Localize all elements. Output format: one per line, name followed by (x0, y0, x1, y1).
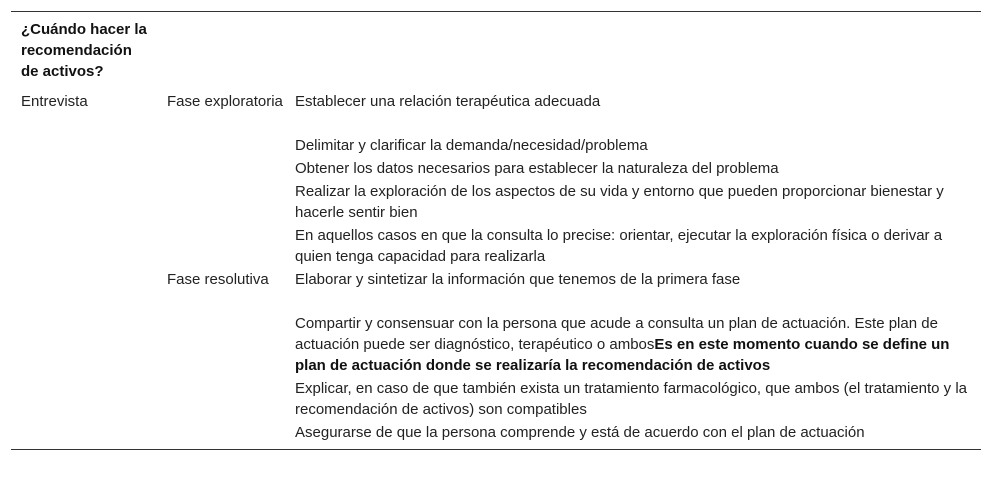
spacer (295, 292, 975, 313)
activos-table-wrapper (11, 11, 981, 450)
action-item-emphasis: Es en este momento cuando se define un plan de actuación donde se realizaría la recomendación de activos (295, 336, 950, 374)
activos-table (11, 12, 981, 449)
stage-cell: Entrevista (21, 93, 88, 110)
action-item: Elaborar y sintetizar la información que tenemos de la primera fase (295, 271, 741, 288)
table-header-empty-3 (285, 12, 981, 91)
table-header-empty-2 (157, 12, 285, 91)
action-item: Delimitar y clarificar la demanda/necesidad/problema (295, 137, 648, 154)
actions-cell-exploratoria (285, 91, 981, 269)
action-item: Asegurarse de que la persona comprende y está de acuerdo con el plan de actuación (295, 424, 865, 441)
action-item-with-emphasis (295, 313, 975, 378)
action-item: Realizar la exploración de los aspectos de su vida y entorno que pueden proporcionar bienestar y hacerle sentir bien (295, 183, 944, 221)
action-item-text: Compartir y consensuar con la persona que acude a consulta un plan de actuación. Este plan de actuación puede ser diagnóstico, terapéutico o ambos (295, 315, 938, 353)
table-row-resolutiva (11, 269, 981, 449)
actions-cell-resolutiva (285, 269, 981, 449)
table-header-when: ¿Cuándo hacer la recomendación de activos? (21, 21, 147, 80)
phase-cell-resolutiva: Fase resolutiva (167, 271, 269, 288)
table-header-row (11, 12, 981, 91)
action-item: Establecer una relación terapéutica adecuada (295, 93, 601, 110)
action-item: En aquellos casos en que la consulta lo precise: orientar, ejecutar la exploración física o derivar a quien tenga capacidad para realizarla (295, 227, 943, 265)
table-row-exploratoria (11, 91, 981, 269)
action-item: Obtener los datos necesarios para establecer la naturaleza del problema (295, 160, 779, 177)
spacer (295, 114, 975, 135)
action-item: Explicar, en caso de que también exista un tratamiento farmacológico, que ambos (el tratamiento y la recomendación de activos) son compatibles (295, 380, 968, 418)
phase-cell-exploratoria: Fase exploratoria (167, 93, 283, 110)
